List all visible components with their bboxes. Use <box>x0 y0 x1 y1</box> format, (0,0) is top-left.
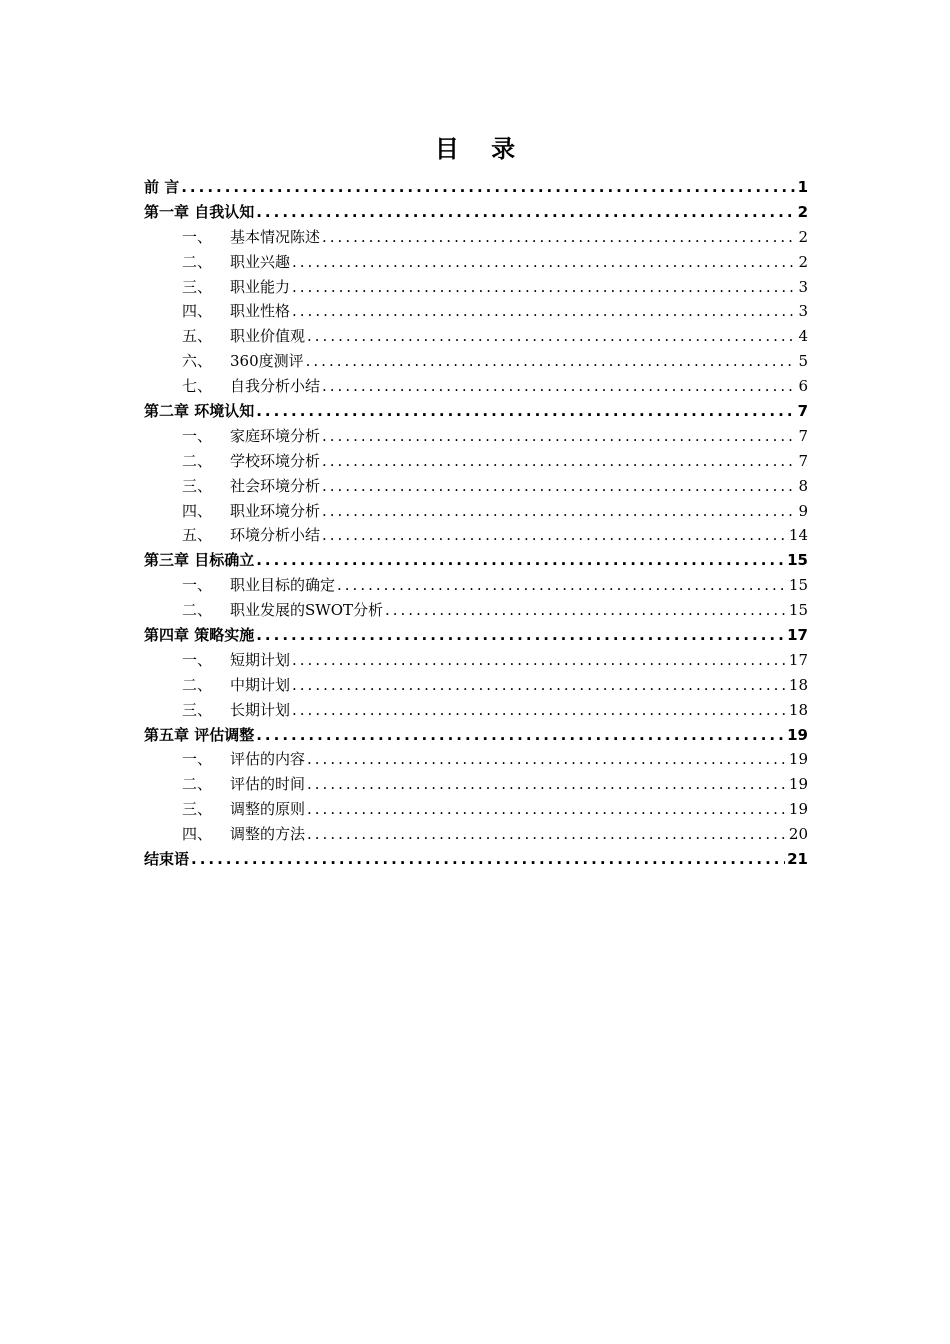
toc-entry[interactable] <box>144 523 808 548</box>
toc-entry-page: 6 <box>798 377 808 396</box>
toc-entry-page: 20 <box>788 825 808 844</box>
toc-entry-label: 职业能力 <box>230 277 291 296</box>
toc-entry-page: 18 <box>788 700 808 719</box>
dot-leader <box>292 673 787 698</box>
dot-leader <box>322 374 796 399</box>
toc-entry-page: 1 <box>797 178 808 196</box>
toc-entry[interactable] <box>144 349 808 374</box>
toc-entry[interactable] <box>144 747 808 772</box>
toc-entry[interactable] <box>144 772 808 797</box>
toc-entry[interactable] <box>144 374 808 399</box>
toc-entry[interactable] <box>144 225 808 250</box>
toc-entry-page: 15 <box>788 576 808 595</box>
toc-title: 目 录 <box>434 135 528 163</box>
toc-entry-page: 17 <box>787 626 808 645</box>
toc-entry-label: 学校环境分析 <box>230 451 321 470</box>
dot-leader <box>256 548 785 573</box>
dot-leader <box>337 573 787 598</box>
dot-leader <box>256 200 795 225</box>
dot-leader <box>322 449 796 474</box>
toc-entry-label: 中期计划 <box>230 675 291 694</box>
toc-entry-page: 5 <box>798 352 808 371</box>
toc-entry[interactable] <box>144 275 808 300</box>
toc-entry[interactable] <box>144 822 808 847</box>
toc-entry-number: 一、 <box>182 227 213 246</box>
toc-entry-page: 2 <box>797 202 808 221</box>
toc-entry-page: 14 <box>788 526 808 545</box>
toc-entry-page: 19 <box>788 775 808 794</box>
toc-entry-number: 三、 <box>182 476 213 495</box>
toc-entry-number: 二、 <box>182 601 213 620</box>
toc-entry-label: 360度测评 <box>230 352 304 371</box>
toc-entry[interactable] <box>144 673 808 698</box>
toc-entry-label: 长期计划 <box>230 700 291 719</box>
toc-entry-label: 第一章 自我认知 <box>144 202 255 221</box>
toc-entry[interactable] <box>144 548 808 573</box>
dot-leader <box>256 723 785 748</box>
toc-entry-page: 4 <box>798 327 808 346</box>
toc-entry[interactable] <box>144 847 808 872</box>
dot-leader <box>322 474 796 499</box>
toc-entry-label: 自我分析小结 <box>230 377 321 396</box>
toc-entry-label: 前 言 <box>144 178 180 196</box>
toc-entry[interactable] <box>144 698 808 723</box>
toc-entry-number: 二、 <box>182 675 213 694</box>
toc-entry[interactable] <box>144 598 808 623</box>
dot-leader <box>256 399 795 424</box>
toc-entry-label: 环境分析小结 <box>230 526 321 545</box>
toc-entry-label: 短期计划 <box>230 650 291 669</box>
toc-entry-page: 3 <box>798 302 808 321</box>
toc-entry-label: 职业目标的确定 <box>230 576 336 595</box>
toc-entry[interactable] <box>144 499 808 524</box>
toc-entry-page: 2 <box>798 227 808 246</box>
dot-leader <box>181 175 795 200</box>
toc-entry-label: 调整的方法 <box>230 825 306 844</box>
toc-entry-number: 一、 <box>182 650 213 669</box>
dot-leader <box>292 698 787 723</box>
toc-entry-page: 7 <box>798 451 808 470</box>
toc-entry[interactable] <box>144 723 808 748</box>
toc-entry-number: 七、 <box>182 377 213 396</box>
toc-entry-number: 三、 <box>182 277 213 296</box>
toc-entry-page: 7 <box>797 402 808 421</box>
toc-entry[interactable] <box>144 573 808 598</box>
dot-leader <box>322 424 796 449</box>
toc-entry-label: 职业环境分析 <box>230 501 321 520</box>
toc-entry-number: 一、 <box>182 576 213 595</box>
toc-entry-page: 8 <box>798 476 808 495</box>
toc-entry-page: 19 <box>788 750 808 769</box>
dot-leader <box>322 225 796 250</box>
dot-leader <box>191 847 785 872</box>
toc-entry-number: 二、 <box>182 252 213 271</box>
toc-entry-number: 四、 <box>182 825 213 844</box>
toc-entry-page: 9 <box>798 501 808 520</box>
toc-entry[interactable] <box>144 648 808 673</box>
toc-entry-number: 五、 <box>182 526 213 545</box>
toc-entry[interactable] <box>144 399 808 424</box>
dot-leader <box>307 772 787 797</box>
dot-leader <box>307 324 796 349</box>
toc-entry-page: 7 <box>798 426 808 445</box>
toc-entry-number: 三、 <box>182 700 213 719</box>
toc-entry-label: 职业性格 <box>230 302 291 321</box>
toc-entry-number: 五、 <box>182 327 213 346</box>
dot-leader <box>385 598 787 623</box>
toc-entry[interactable] <box>144 299 808 324</box>
toc-entry-label: 第五章 评估调整 <box>144 725 255 744</box>
toc-entry[interactable] <box>144 623 808 648</box>
toc-entry-label: 家庭环境分析 <box>230 426 321 445</box>
toc-entry-label: 第四章 策略实施 <box>144 626 255 645</box>
toc-entry-label: 职业兴趣 <box>230 252 291 271</box>
dot-leader <box>322 523 787 548</box>
toc-list <box>144 175 808 872</box>
toc-entry-page: 17 <box>788 650 808 669</box>
toc-entry[interactable] <box>144 449 808 474</box>
toc-entry-page: 15 <box>788 601 808 620</box>
toc-entry[interactable] <box>144 175 808 200</box>
toc-entry[interactable] <box>144 424 808 449</box>
toc-entry[interactable] <box>144 200 808 225</box>
toc-entry-label: 社会环境分析 <box>230 476 321 495</box>
toc-entry-label: 职业价值观 <box>230 327 306 346</box>
toc-entry-page: 2 <box>798 252 808 271</box>
toc-entry-label: 评估的内容 <box>230 750 306 769</box>
toc-entry-label: 第三章 目标确立 <box>144 551 255 570</box>
toc-entry-number: 三、 <box>182 800 213 819</box>
toc-entry-number: 二、 <box>182 451 213 470</box>
toc-entry[interactable] <box>144 474 808 499</box>
dot-leader <box>306 349 797 374</box>
toc-entry-page: 15 <box>787 551 808 570</box>
toc-entry-label: 职业发展的SWOT分析 <box>230 601 383 620</box>
toc-entry-number: 六、 <box>182 352 213 371</box>
toc-entry-page: 19 <box>788 800 808 819</box>
dot-leader <box>292 275 796 300</box>
dot-leader <box>322 499 796 524</box>
toc-entry[interactable] <box>144 797 808 822</box>
toc-entry[interactable] <box>144 324 808 349</box>
toc-entry-number: 四、 <box>182 501 213 520</box>
toc-entry-page: 3 <box>798 277 808 296</box>
toc-entry-page: 19 <box>787 725 808 744</box>
toc-entry-number: 四、 <box>182 302 213 321</box>
toc-entry[interactable] <box>144 250 808 275</box>
dot-leader <box>292 299 796 324</box>
toc-entry-number: 一、 <box>182 426 213 445</box>
toc-entry-label: 基本情况陈述 <box>230 227 321 246</box>
toc-entry-label: 结束语 <box>144 850 190 869</box>
dot-leader <box>307 747 787 772</box>
toc-entry-label: 评估的时间 <box>230 775 306 794</box>
toc-entry-page: 18 <box>788 675 808 694</box>
dot-leader <box>307 822 787 847</box>
dot-leader <box>256 623 785 648</box>
dot-leader <box>292 648 787 673</box>
toc-entry-page: 21 <box>787 850 808 869</box>
toc-entry-label: 第二章 环境认知 <box>144 402 255 421</box>
toc-entry-number: 二、 <box>182 775 213 794</box>
dot-leader <box>307 797 787 822</box>
toc-entry-label: 调整的原则 <box>230 800 306 819</box>
dot-leader <box>292 250 796 275</box>
toc-entry-number: 一、 <box>182 750 213 769</box>
